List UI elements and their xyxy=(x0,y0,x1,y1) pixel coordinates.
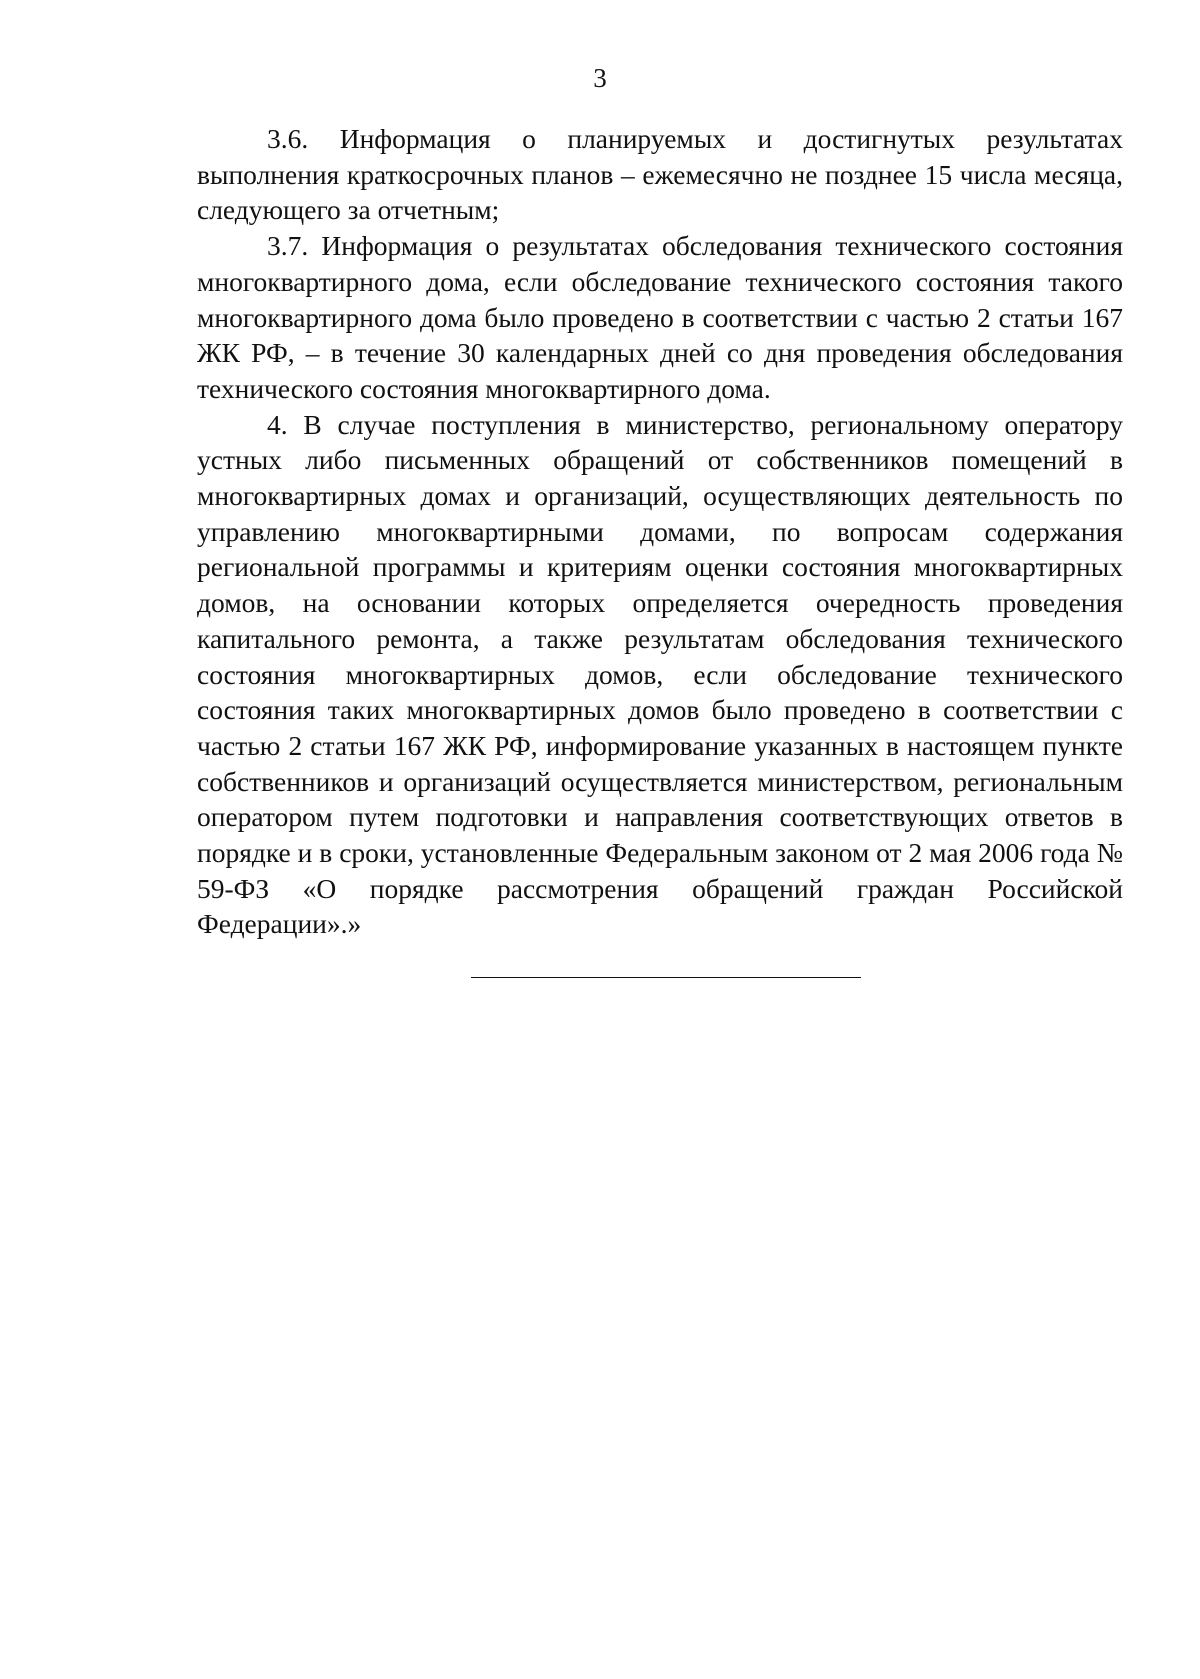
document-body xyxy=(197,121,1123,942)
paragraph-3-7: 3.7. Информация о результатах обследования технического состояния многоквартирного дома, если обследование технического состояния такого многоквартирного дома было проведено в соответствии с частью 2 статьи 167 ЖК РФ, – в течение 30 календарных дней со дня проведения обследования технического состояния многоквартирного дома. xyxy=(197,230,1123,404)
end-separator-line xyxy=(471,977,861,978)
paragraph-4: 4. В случае поступления в министерство, региональному оператору устных либо письменных обращений от собственников помещений в многоквартирных домах и организаций, осуществляющих деятельность по управлению многоквартирными домами, по вопросам содержания региональной программы и критериям оценки состояния многоквартирных домов, на основании которых определяется очередность проведения капитального ремонта, а также результатам обследования технического состояния многоквартирных домов, если обследование технического состояния таких многоквартирных домов было проведено в соответствии с частью 2 статьи 167 ЖК РФ, информирование указанных в настоящем пункте собственников и организаций осуществляется министерством, региональным оператором путем подготовки и направления соответствующих ответов в порядке и в сроки, установленные Федеральным законом от 2 мая 2006 года № 59-ФЗ «О порядке рассмотрения обращений граждан Российской Федерации».» xyxy=(197,408,1123,940)
page-number: 3 xyxy=(593,63,607,93)
paragraph-3-6: 3.6. Информация о планируемых и достигнутых результатах выполнения краткосрочных планов – ежемесячно не позднее 15 числа месяца, следующего за отчетным; xyxy=(197,123,1123,226)
